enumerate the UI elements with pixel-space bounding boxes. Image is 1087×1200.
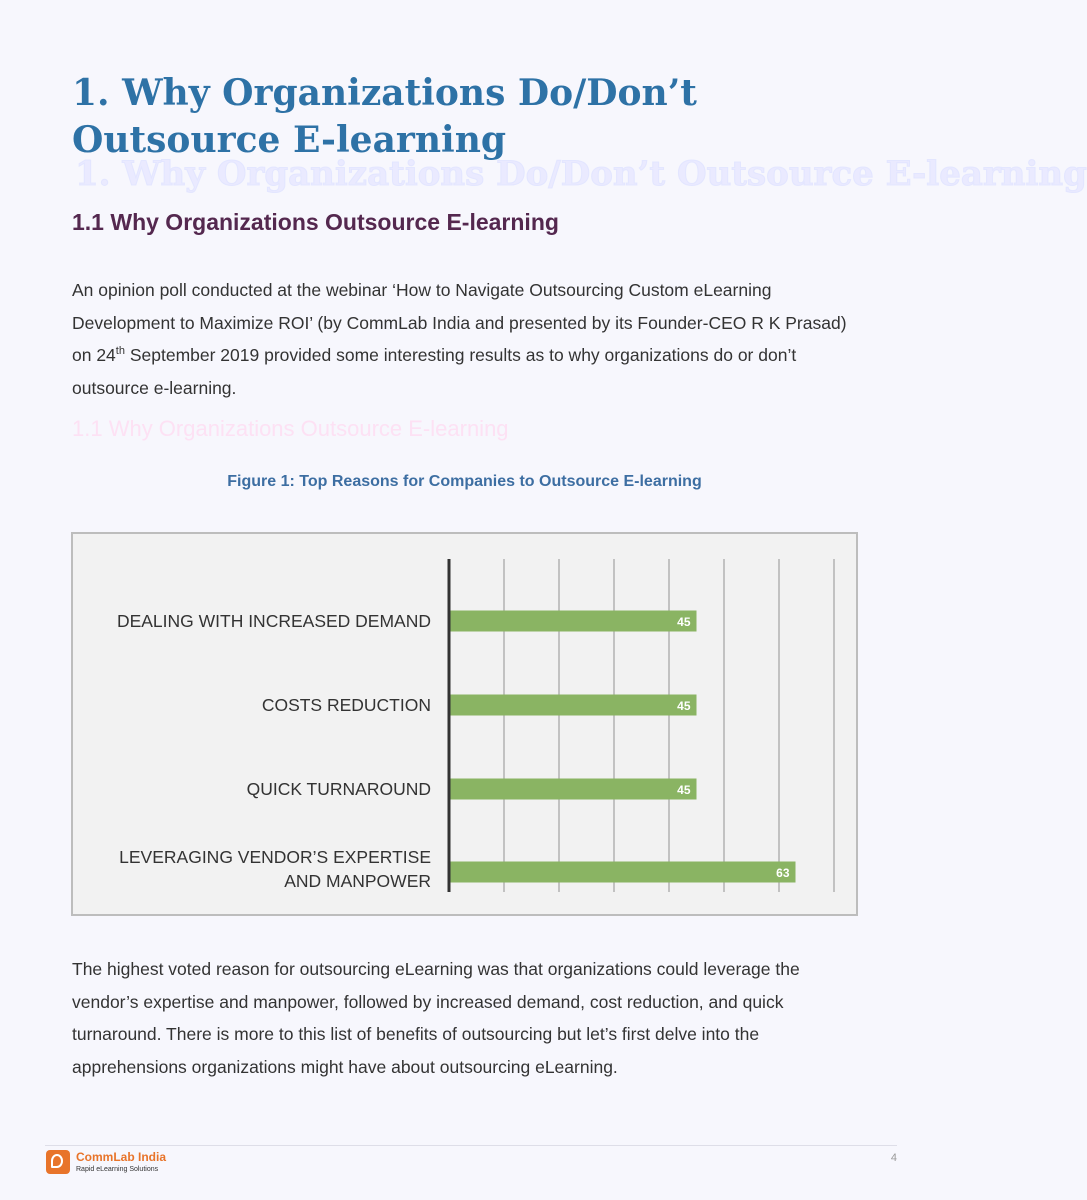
logo-name: CommLab India [76, 1150, 167, 1164]
category-label-line: DEALING WITH INCREASED DEMAND [116, 611, 431, 631]
page-title: 1. Why Organizations Do/Don’t Outsource E-learning [72, 72, 697, 161]
category-label-line: AND MANPOWER [284, 871, 431, 891]
bar-chart [73, 534, 856, 914]
category-label [247, 779, 431, 799]
footer-divider [45, 1145, 897, 1146]
data-label: 45 [677, 615, 691, 629]
page-number: 4 [890, 1152, 897, 1164]
commlab-logo-icon [46, 1150, 70, 1174]
category-label [262, 695, 431, 715]
category-label [117, 611, 431, 631]
bar [449, 862, 796, 883]
ordinal-superscript: th [115, 345, 125, 358]
figure-caption: Figure 1: Top Reasons for Companies to Outsource E-learning [227, 473, 702, 490]
bar [449, 779, 697, 800]
section-heading: 1.1 Why Organizations Outsource E-learning [72, 209, 559, 235]
document-page: 1. Why Organizations Do/Don’t Outsource E-learning 1.1 Why Organizations Outsource E-learning 1. Why Organizations Do/Don’t Outsource E-learning 1.1 Why Organizations Outsource E-learning An opinion poll conducted at the webinar ‘How to Navigate Outsourcing Custom eLearning Development to Maximize ROI’ (by CommLab India and presented by its Founder-CEO R K Prasad) on 24th September 2019 provided some interesting results as to why organizations do or don’t outsource e-learning. Figure 1: Top Reasons for Companies to Outsource E-learning 45 DEALING WITH INCREASED DEMAND 45 COSTS REDUCTION 45 QUICK TURNAROUND 63 LEVERAGING VENDOR’S EXPERTISE AND MANPOWER The highest voted reason for outsourcing eLearning was that organizations could leverage the vendor’s expertise and manpower, followed by increased demand, cost reduction, and quick turnaround. There is more to this list of benefits of outsourcing but let’s first delve into the apprehensions organizations might have about outsourcing eLearning. CommLab India Rapid eLearning Solutions 4 [0, 0, 941, 1200]
category-label-line: LEVERAGING VENDOR’S EXPERTISE [119, 847, 431, 867]
data-label: 45 [677, 783, 691, 797]
category-label-line: COSTS REDUCTION [261, 695, 431, 715]
bar [449, 611, 697, 632]
data-label: 45 [677, 699, 691, 713]
category-label-line: QUICK TURNAROUND [246, 779, 431, 799]
bar-chart-frame [71, 532, 858, 916]
conclusion-paragraph: The highest voted reason for outsourcing eLearning was that organizations could leverage the vendor’s expertise and manpower, followed by increased demand, cost reduction, and quick turnaround. There is more to this list of benefits of outsourcing but let’s first delve into the apprehensions organizations might have about outsourcing eLearning. [72, 959, 800, 1077]
intro-paragraph: An opinion poll conducted at the webinar ‘How to Navigate Outsourcing Custom eLearning Development to Maximize ROI’ (by CommLab India and presented by its Founder-CEO R K Prasad) on 24th September 2019 provided some interesting results as to why organizations do or don’t outsource e-learning. [72, 280, 847, 398]
data-label: 63 [776, 866, 790, 880]
category-label [119, 847, 431, 891]
logo-tagline: Rapid eLearning Solutions [76, 1166, 159, 1173]
bar [449, 695, 697, 716]
